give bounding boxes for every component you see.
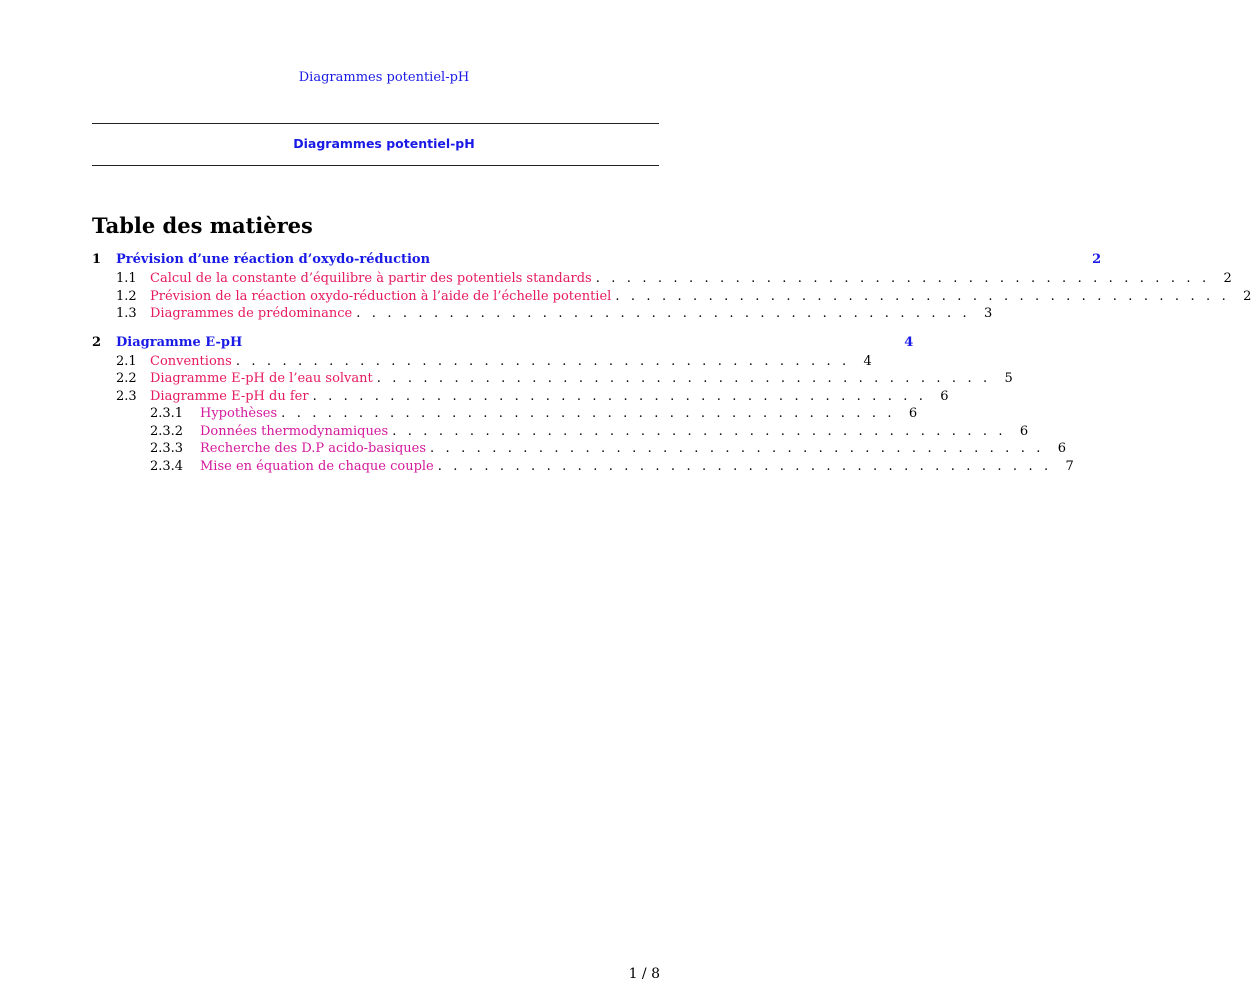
toc-leader: . . . . . . . . . . . . . . . . . . . . . . . . . . . . . . . . . . . . . . . .	[312, 388, 927, 404]
toc-subsubsection[interactable]	[92, 423, 1029, 442]
toc-page[interactable]: 7	[1065, 458, 1074, 474]
toc-label[interactable]: Données thermodynamiques	[200, 423, 389, 439]
toc-page[interactable]: 3	[983, 306, 993, 321]
toc-subsubsection[interactable]	[92, 441, 1067, 459]
toc-label[interactable]: Hypothèses	[200, 406, 278, 421]
toc-leader: . . . . . . . . . . . . . . . . . . . . . . . . . . . . . . . . . . . . . . . .	[595, 271, 1210, 286]
toc-number: 2.3.3	[150, 441, 184, 456]
toc-label[interactable]: Diagrammes de prédominance	[150, 306, 353, 321]
toc-page[interactable]: 2	[1092, 252, 1102, 267]
toc-number: 2.3	[116, 388, 137, 404]
toc-label[interactable]: Diagramme E-pH de l’eau solvant	[150, 371, 373, 386]
toc-subsection[interactable]	[92, 306, 993, 324]
toc-leader: . . . . . . . . . . . . . . . . . . . . . . . . . . . . . . . . . . . . . . . .	[437, 458, 1052, 474]
toc-number: 2.3.1	[150, 406, 184, 421]
table-of-contents	[92, 252, 1251, 476]
toc-number: 1.3	[116, 306, 137, 321]
toc-number: 1.1	[116, 271, 137, 286]
toc-leader: . . . . . . . . . . . . . . . . . . . . . . . . . . . . . . . . . . . . . . . .	[281, 406, 896, 421]
toc-subsection[interactable]	[92, 371, 1013, 389]
toc-leader: . . . . . . . . . . . . . . . . . . . . . . . . . . . . . . . . . . . . . . . .	[356, 306, 971, 321]
toc-subsection[interactable]	[92, 388, 949, 407]
toc-page[interactable]: 6	[1057, 441, 1067, 456]
toc-number: 1	[92, 252, 102, 267]
toc-number: 2.3.2	[150, 423, 184, 439]
toc-number: 2.2	[116, 371, 137, 386]
toc-leader: . . . . . . . . . . . . . . . . . . . . . . . . . . . . . . . . . . . . . . . .	[430, 441, 1045, 456]
toc-leader: . . . . . . . . . . . . . . . . . . . . . . . . . . . . . . . . . . . . . . . .	[615, 288, 1230, 304]
toc-subsection[interactable]	[92, 271, 1232, 289]
toc-label[interactable]: Mise en équation de chaque couple	[200, 458, 434, 474]
toc-page[interactable]: 5	[1004, 371, 1013, 386]
title-rule-bottom	[92, 165, 659, 166]
toc-leader: . . . . . . . . . . . . . . . . . . . . . . . . . . . . . . . . . . . . . . . .	[392, 423, 1007, 439]
toc-heading: Table des matières	[92, 213, 313, 238]
toc-label[interactable]: Prévision de la réaction oxydo-réduction à l’aide de l’échelle potentiel	[150, 288, 612, 304]
toc-leader: . . . . . . . . . . . . . . . . . . . . . . . . . . . . . . . . . . . . . . . .	[376, 371, 991, 386]
page-number: 1 / 8	[628, 966, 660, 982]
toc-page[interactable]: 6	[908, 406, 918, 421]
toc-page[interactable]: 2	[1243, 288, 1251, 304]
document-title[interactable]: Diagrammes potentiel-pH	[293, 136, 475, 151]
toc-label[interactable]: Prévision d’une réaction d’oxydo-réduction	[116, 252, 431, 267]
toc-subsubsection[interactable]	[92, 406, 918, 424]
toc-section[interactable]	[92, 334, 914, 354]
toc-page[interactable]: 4	[904, 334, 914, 350]
toc-page[interactable]: 2	[1223, 271, 1232, 286]
toc-label[interactable]: Diagramme E-pH	[116, 334, 243, 350]
toc-page[interactable]: 6	[940, 388, 949, 404]
toc-leader: . . . . . . . . . . . . . . . . . . . . . . . . . . . . . . . . . . . . . . . .	[235, 353, 850, 369]
toc-subsection[interactable]	[92, 353, 872, 372]
toc-page[interactable]: 6	[1019, 423, 1029, 439]
toc-label[interactable]: Conventions	[150, 353, 232, 369]
toc-section[interactable]	[92, 252, 1102, 271]
toc-label[interactable]: Calcul de la constante d’équilibre à partir des potentiels standards	[150, 271, 592, 286]
toc-number: 2.1	[116, 353, 137, 369]
toc-number: 1.2	[116, 288, 137, 304]
running-head[interactable]: Diagrammes potentiel-pH	[298, 70, 470, 85]
toc-number: 2	[92, 334, 102, 350]
toc-subsection[interactable]	[92, 288, 1251, 307]
title-rule-top	[92, 123, 659, 124]
toc-number: 2.3.4	[150, 458, 184, 474]
toc-label[interactable]: Recherche des D.P acido-basiques	[200, 441, 427, 456]
toc-subsubsection[interactable]	[92, 458, 1074, 477]
toc-label[interactable]: Diagramme E-pH du fer	[150, 388, 309, 404]
toc-page[interactable]: 4	[863, 353, 872, 369]
